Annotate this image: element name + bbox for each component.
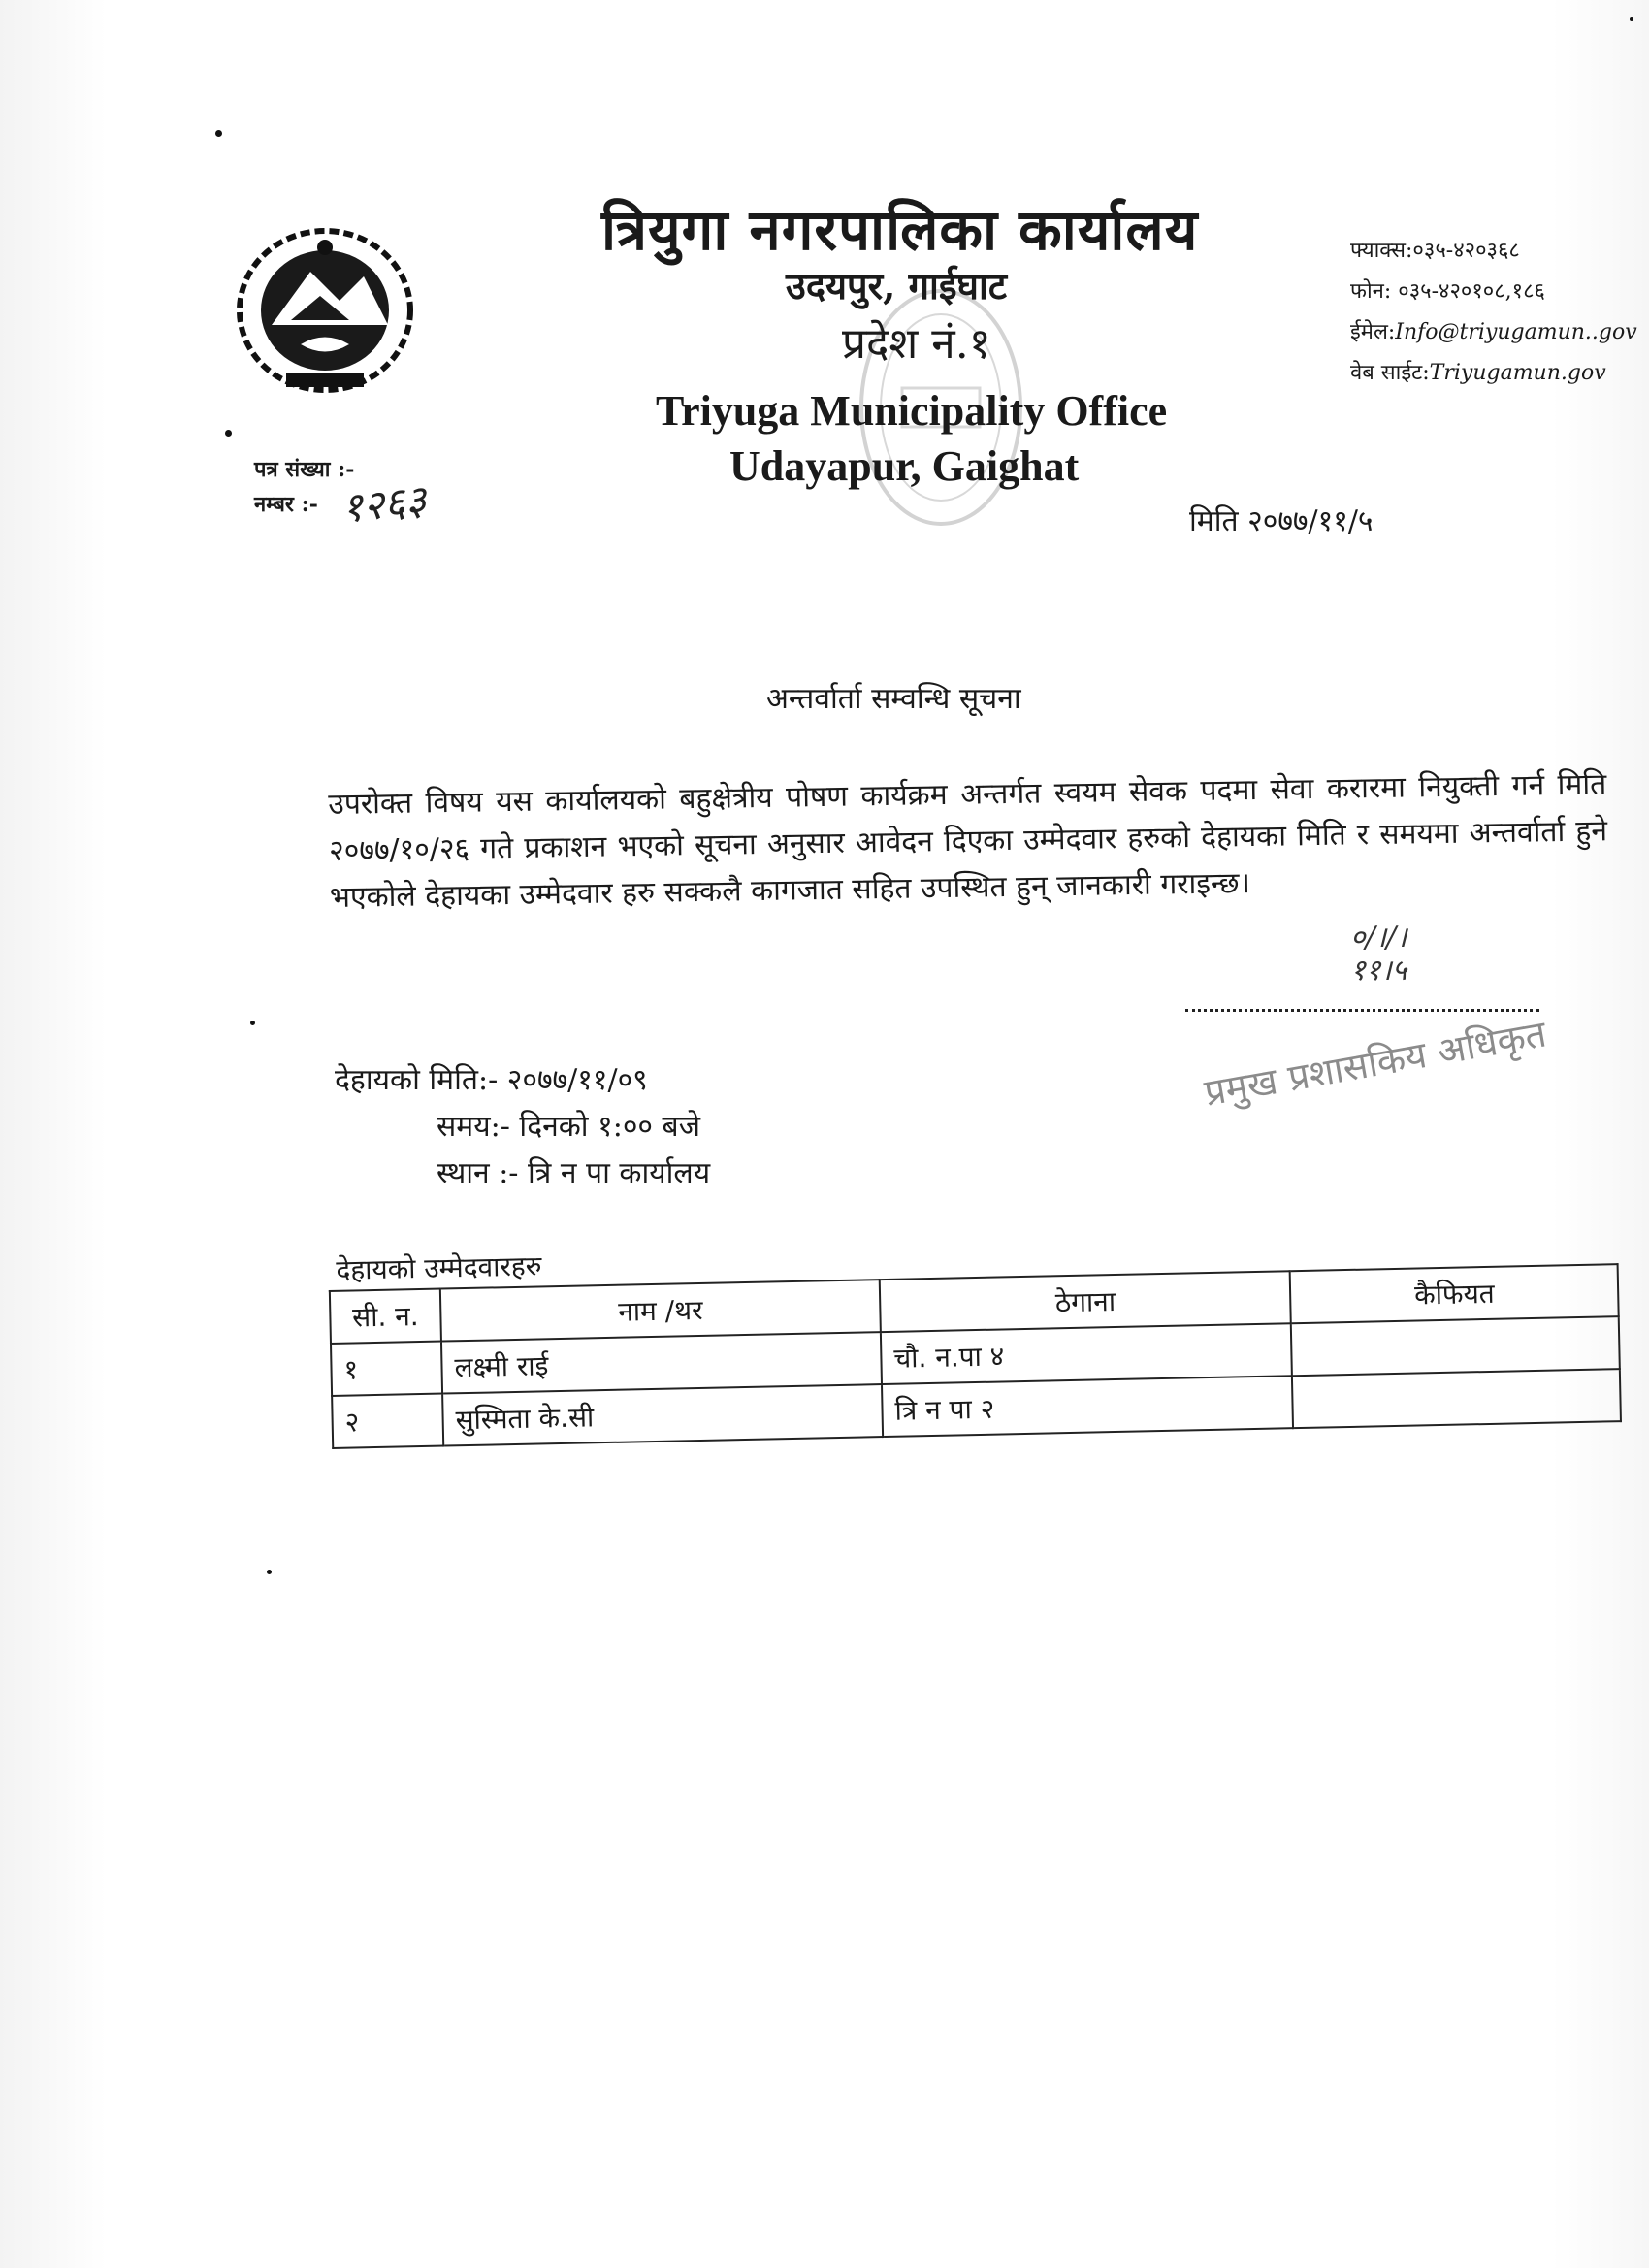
website-address: Triyugamun.gov <box>1429 361 1606 385</box>
candidate-table <box>329 1263 1622 1449</box>
scan-speck <box>250 1021 255 1025</box>
signature-dotted-line <box>1185 1009 1539 1012</box>
phone-number: फोन: ०३५-४२०१०८,१८६ <box>1350 279 1545 304</box>
contact-block <box>1350 231 1641 394</box>
cell-remarks <box>1292 1369 1621 1428</box>
header-remarks: कैफियत <box>1290 1264 1619 1323</box>
nepal-emblem-logo <box>233 218 417 398</box>
province-number: प्रदेश नं.१ <box>842 319 991 369</box>
cell-name: सुस्मिता के.सी <box>442 1384 883 1445</box>
scan-speck <box>225 430 232 437</box>
cell-remarks <box>1291 1316 1620 1376</box>
notice-subject: अन्तर्वार्ता सम्वन्धि सूचना <box>766 682 1021 716</box>
scan-speck <box>215 130 222 137</box>
cell-serial: २ <box>332 1394 443 1448</box>
cell-address: चौ. न.पा ४ <box>881 1323 1293 1384</box>
cell-address: त्रि न पा २ <box>882 1376 1294 1437</box>
interview-time-label: समय:- <box>436 1110 510 1144</box>
interview-place-label: स्थान :- <box>436 1156 519 1190</box>
email-address: Info@triyugamun..gov <box>1395 320 1637 344</box>
website-label: वेब साईट: <box>1350 361 1430 385</box>
cell-name: लक्ष्मी राई <box>441 1332 882 1393</box>
table-caption: देहायको उम्मेदवारहरु <box>336 1249 542 1286</box>
notice-body: उपरोक्त विषय यस कार्यालयको बहुक्षेत्रीय पोषण कार्यक्रम अन्तर्गत स्वयम सेवक पदमा सेवा करारमा नियुक्ती गर्न मिति २०७७/१०/२६ गते प्रकाशन भएको सूचना अनुसार आवेदन दिएका उम्मेदवार हरुको देहायका मिति र समयमा अन्तर्वार्ता हुने भएकोले देहायका उम्मेदवार हरु सक्कलै कागजात सहित उपस्थित हुन् जानकारी गराइन्छ। <box>328 767 1608 915</box>
header-name: नाम /थर <box>440 1280 881 1341</box>
interview-date-label: देहायको मिति:- <box>335 1063 499 1097</box>
letter-count-label: पत्र संख्या :- <box>254 457 355 482</box>
interview-time-value: दिनको १:०० बजे <box>519 1110 700 1144</box>
signature-line-1: ०/।/। <box>1350 921 1407 955</box>
handwritten-signature <box>1350 922 1407 988</box>
letter-date: मिति २०७७/११/५ <box>1189 504 1374 538</box>
office-name-english: Triyuga Municipality Office <box>656 387 1168 435</box>
fax-number: फ्याक्स:०३५-४२०३६८ <box>1350 239 1520 263</box>
interview-time-row <box>335 1104 710 1150</box>
interview-details <box>335 1057 710 1197</box>
letter-number-handwritten: १२६३ <box>339 475 429 533</box>
office-name-nepali: त्रियुगा नगरपालिका कार्यालय <box>601 197 1199 263</box>
header-address: ठेगाना <box>880 1271 1292 1332</box>
signature-line-2: ११।५ <box>1350 954 1407 988</box>
interview-date-row <box>335 1057 710 1104</box>
candidate-table-wrapper <box>328 1224 1622 1460</box>
office-location-nepali: उदयपुर, गाईघाट <box>786 264 1007 308</box>
interview-date-value: २०७७/११/०९ <box>506 1063 648 1097</box>
header-serial: सी. न. <box>330 1289 441 1344</box>
email-label: ईमेल: <box>1350 320 1396 344</box>
office-location-english: Udayapur, Gaighat <box>729 442 1080 490</box>
website-line <box>1350 353 1641 394</box>
scan-speck <box>1630 17 1633 21</box>
officer-title-stamp: प्रमुख प्रशासकिय अधिकृत <box>1201 1012 1550 1115</box>
scan-speck <box>267 1570 272 1574</box>
letter-number-label: नम्बर :- <box>254 492 318 517</box>
cell-serial: १ <box>331 1342 442 1396</box>
interview-place-value: त्रि न पा कार्यालय <box>528 1156 711 1190</box>
email-line <box>1350 312 1641 353</box>
interview-place-row <box>335 1150 710 1197</box>
